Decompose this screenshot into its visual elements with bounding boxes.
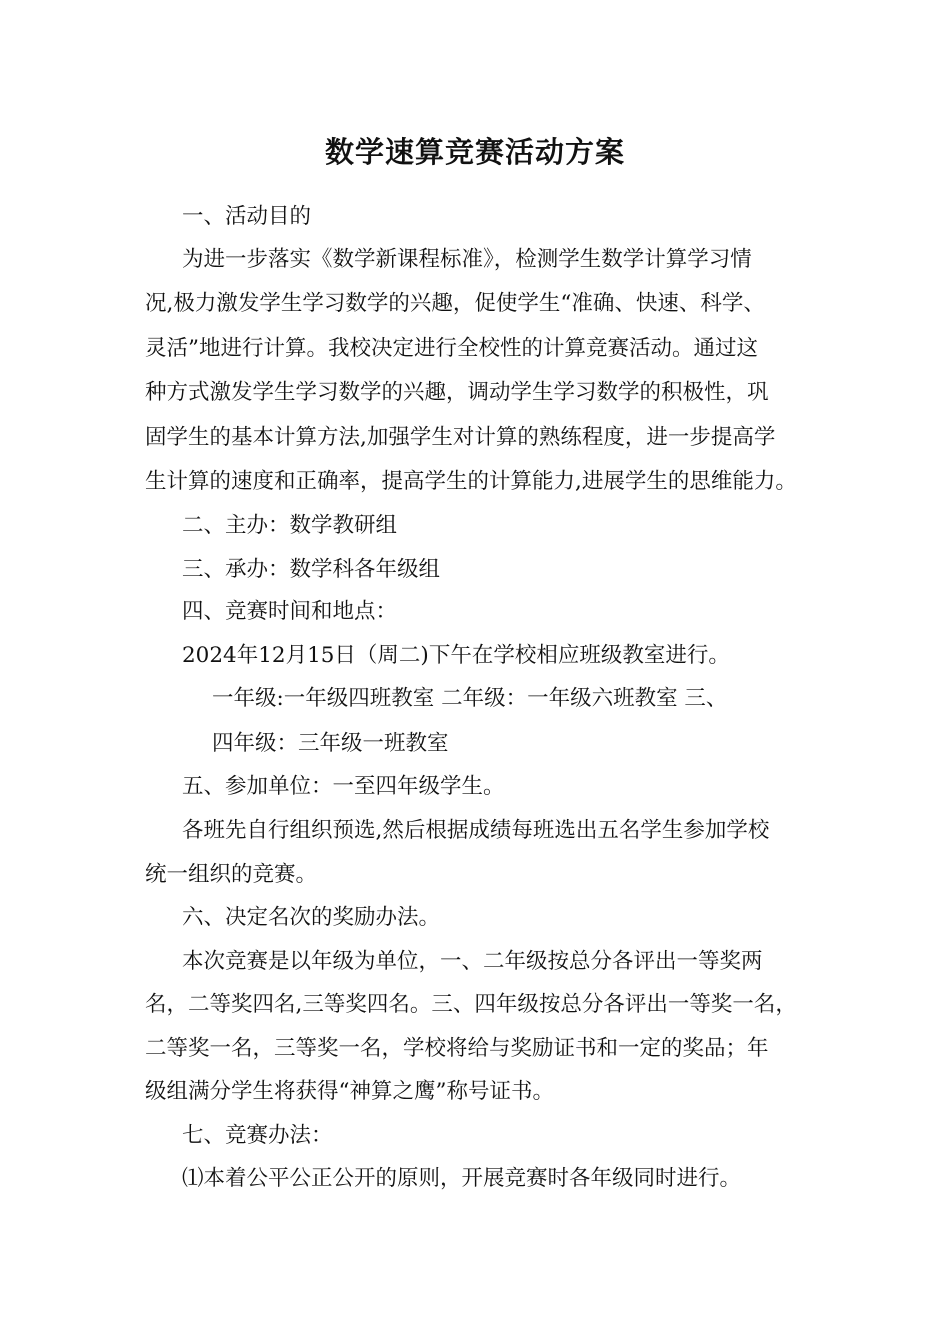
section-heading-method: 七、竞赛办法： [182,1123,333,1148]
paragraph-line: 一年级:一年级四班教室 二年级：一年级六班教室 三、 [212,686,728,711]
paragraph-line: 固学生的基本计算方法,加强学生对计算的熟练程度，进一步提高学 [145,425,776,450]
paragraph-line: 生计算的速度和正确率，提高学生的计算能力,进展学生的思维能力。 [145,469,797,494]
paragraph-line: 为进一步落实《数学新课程标准》，检测学生数学计算学习情 [182,247,752,272]
paragraph-line: 灵活”地进行计算。我校决定进行全校性的计算竞赛活动。通过这 [145,336,758,361]
paragraph-line: 四年级：三年级一班教室 [212,731,449,756]
section-heading-organizer: 三、承办：数学科各年级组 [182,557,441,582]
paragraph-line: 本次竞赛是以年级为单位，一、二年级按总分各评出一等奖两 [182,949,763,974]
section-heading-participants: 五、参加单位：一至四年级学生。 [182,774,505,799]
section-heading-host: 二、主办：数学教研组 [182,513,398,538]
paragraph-line: 2024年12月15日（周二)下午在学校相应班级教室进行。 [182,643,730,668]
paragraph-line: 种方式激发学生学习数学的兴趣，调动学生学习数学的积极性，巩 [145,380,769,405]
section-heading-awards: 六、决定名次的奖励办法。 [182,905,441,930]
paragraph-line: ⑴本着公平公正公开的原则，开展竞赛时各年级同时进行。 [182,1166,742,1191]
document-title: 数学速算竞赛活动方案 [324,135,625,169]
section-heading-purpose: 一、活动目的 [182,204,312,229]
section-heading-time-place: 四、竞赛时间和地点： [182,599,398,624]
paragraph-line: 二等奖一名，三等奖一名，学校将给与奖励证书和一定的奖品；年 [145,1036,769,1061]
paragraph-line: 统一组织的竞赛。 [145,862,318,887]
paragraph-line: 级组满分学生将获得“神算之鹰”称号证书。 [145,1079,554,1104]
paragraph-line: 各班先自行组织预选,然后根据成绩每班选出五名学生参加学校 [182,818,770,843]
paragraph-line: 况,极力激发学生学习数学的兴趣，促使学生“准确、快速、科学、 [145,291,765,316]
paragraph-line: 名，二等奖四名,三等奖四名。三、四年级按总分各评出一等奖一名， [145,992,797,1017]
